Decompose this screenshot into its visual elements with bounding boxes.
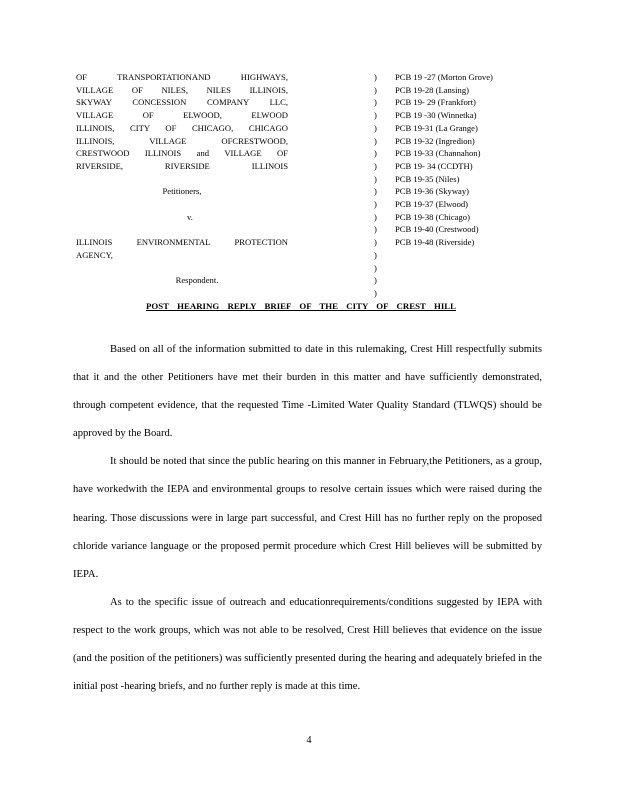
caption-line: OF TRANSPORTATIONAND HIGHWAYS, [76, 72, 288, 82]
body-paragraph: As to the specific issue of outreach and educationrequirements/conditions suggested by IEPA with respect to the work groups, which was not able to be resolved, Crest Hill believes that evidence on the issue (and the position of the petitioners) was sufficiently presented during the hearing and adequately briefed in the initial post -hearing briefs, and no further reply is made at this time. [73, 596, 542, 693]
pcb-number: PCB 19-33 (Channahon) [395, 148, 481, 159]
pcb-number: PCB 19- 29 (Frankfort) [395, 97, 476, 108]
respondent-line: AGENCY, [76, 249, 113, 260]
body-paragraph: Based on all of the information submitted to date in this rulemaking, Crest Hill respectfully submits that it and the other Petitioners have met their burden in this matter and have sufficiently demonstrated, through competent evidence, that the requested Time -Limited Water Quality Standard (TLWQS) should be approved by the Board. [73, 344, 542, 440]
caption-paren: ) [374, 148, 377, 159]
pcb-number: PCB 19- 34 (CCDTH) [395, 160, 473, 171]
document-title: POST HEARING REPLY BRIEF OF THE CITY OF CREST HILL [146, 301, 456, 311]
caption-paren: ) [374, 186, 377, 197]
brief-body [73, 336, 542, 701]
page-number: 4 [306, 735, 312, 746]
pcb-number: PCB 19-35 (Niles) [395, 173, 460, 184]
pcb-number: PCB 19-37 (Elwood) [395, 199, 469, 210]
caption-paren: ) [374, 122, 377, 133]
caption-paren: ) [374, 160, 377, 171]
caption-line: VILLAGE OF NILES, NILES ILLINOIS, [76, 84, 288, 95]
caption-line: ILLINOIS, VILLAGE OFCRESTWOOD, [76, 135, 288, 146]
caption-paren: ) [374, 84, 377, 95]
caption-line: CRESTWOOD ILLINOIS and VILLAGE OF [76, 148, 288, 159]
respondent-label: Respondent. [175, 275, 219, 286]
petitioners-label: Petitioners, [162, 186, 202, 197]
pcb-number: PCB 19-28 (Lansing) [395, 84, 469, 95]
versus-label: v. [187, 211, 193, 222]
pcb-case-numbers [395, 71, 555, 249]
caption-line: SKYWAY CONCESSION COMPANY LLC, [76, 97, 288, 108]
caption-line: VILLAGE OF ELWOOD, ELWOOD [76, 110, 288, 121]
pcb-number: PCB 19-36 (Skyway) [395, 186, 470, 197]
caption-paren: ) [374, 287, 377, 298]
caption-paren-column [374, 71, 384, 300]
caption-line: ILLINOIS, CITY OF CHICAGO, CHICAGO [76, 122, 288, 133]
caption-paren: ) [374, 110, 377, 121]
pcb-number: PCB 19-32 (Ingredion) [395, 135, 475, 146]
caption-paren: ) [374, 249, 377, 260]
caption-paren: ) [374, 173, 377, 184]
caption-paren: ) [374, 211, 377, 222]
caption-parties [76, 71, 288, 287]
caption-paren: ) [374, 135, 377, 146]
body-paragraph: It should be noted that since the public hearing on this manner in February,the Petitioners, as a group, have workedwith the IEPA and environmental groups to resolve certain issues which were raised during the hearing. Those discussions were in large part successful, and Crest Hill has no further reply on the proposed chloride variance language or the proposed permit procedure which Crest Hill believes will be submitted by IEPA. [73, 456, 542, 580]
pcb-number: PCB 19-38 (Chicago) [395, 211, 470, 222]
caption-paren: ) [374, 199, 377, 210]
pcb-number: PCB 19-31 (La Grange) [395, 122, 478, 133]
caption-paren: ) [374, 275, 377, 286]
respondent-line: ILLINOIS ENVIRONMENTAL PROTECTION [76, 237, 288, 248]
pcb-number: PCB 19-48 (Riverside) [395, 237, 475, 248]
caption-paren: ) [374, 224, 377, 235]
pcb-number: PCB 19 -27 (Morton Grove) [395, 72, 493, 82]
caption-paren: ) [374, 72, 377, 82]
pcb-number: PCB 19-40 (Crestwood) [395, 224, 479, 235]
pcb-number: PCB 19 -30 (Winnetka) [395, 110, 477, 121]
caption-paren: ) [374, 237, 377, 248]
caption-paren: ) [374, 262, 377, 273]
caption-line: RIVERSIDE, RIVERSIDE ILLINOIS [76, 160, 288, 171]
caption-paren: ) [374, 97, 377, 108]
